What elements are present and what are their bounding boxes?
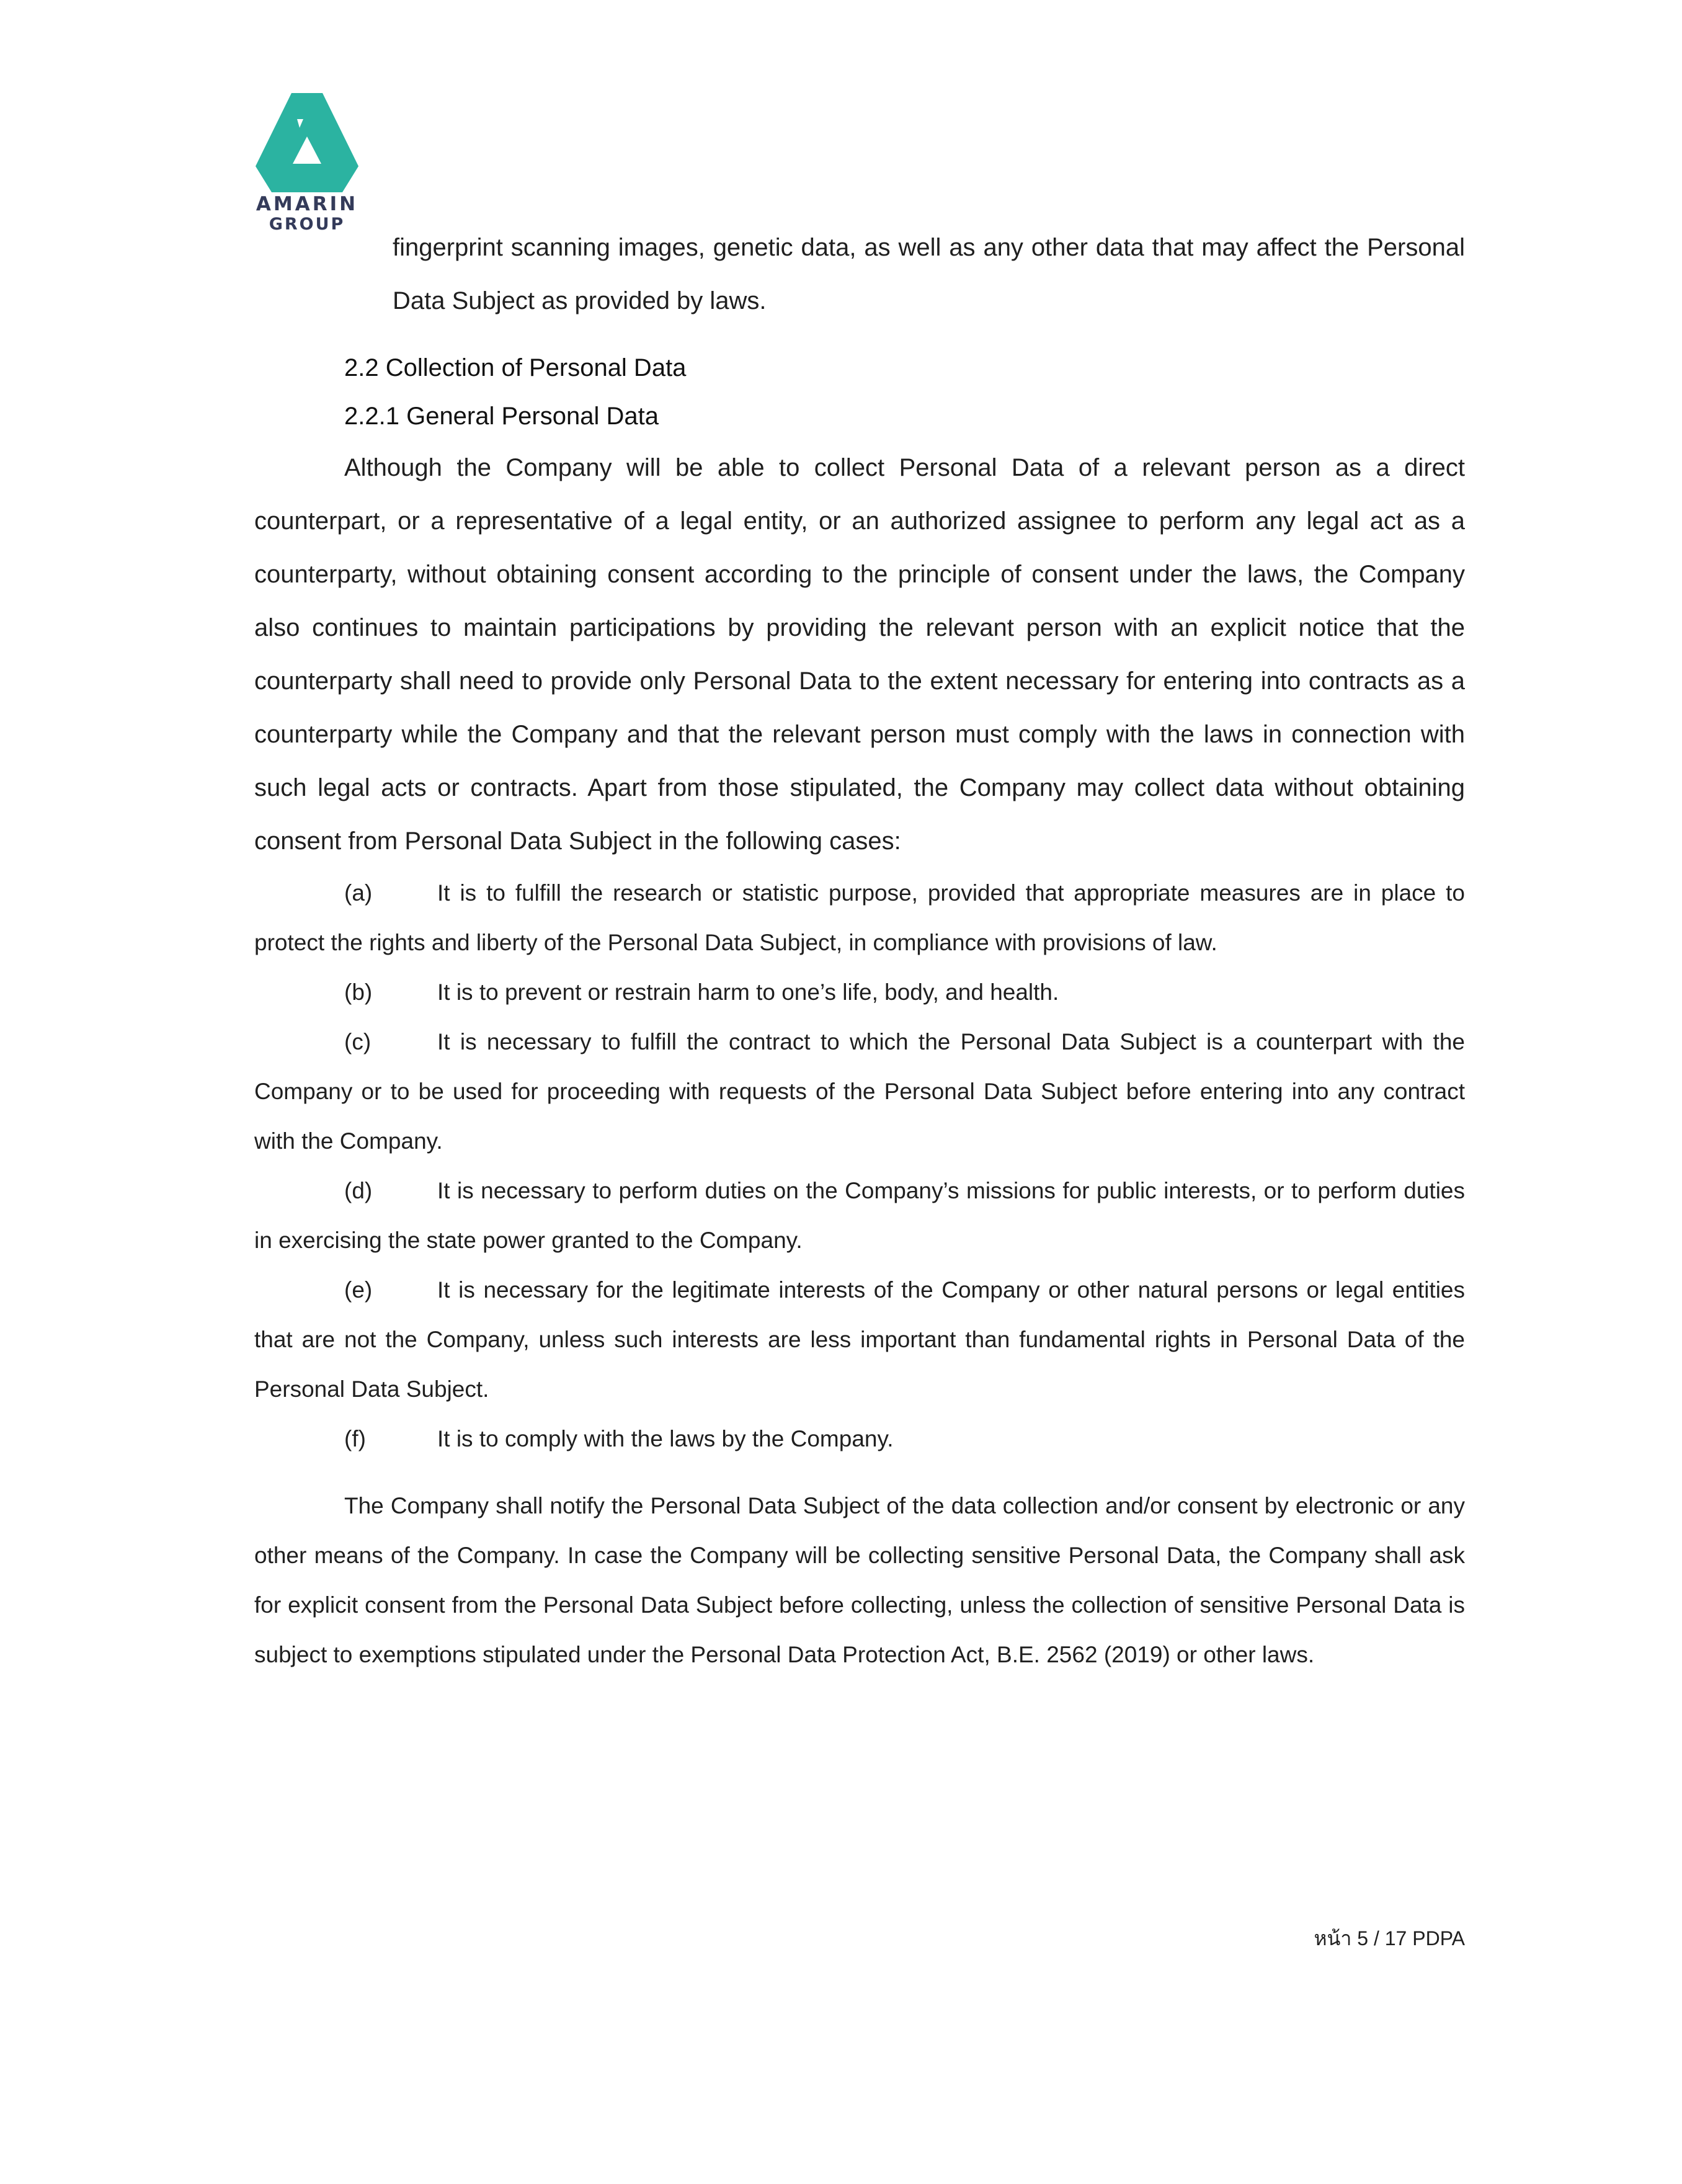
list-marker: (e) xyxy=(344,1277,373,1303)
list-marker: (d) xyxy=(344,1178,373,1203)
page-number: หน้า 5 / 17 PDPA xyxy=(1314,1927,1465,1950)
list-marker: (f) xyxy=(344,1426,366,1451)
list-item-f xyxy=(254,1414,1465,1464)
list-item-a xyxy=(254,868,1465,968)
list-item-text: It is necessary to fulfill the contract to which the Personal Data Subject is a counterpart with the Company or to be used for proceeding with requests of the Personal Data Subject before entering into any contract with the Company. xyxy=(254,1029,1465,1154)
logo-text-bottom: GROUP xyxy=(269,215,345,234)
amarin-triangle-icon xyxy=(254,92,360,197)
logo-text-top: AMARIN xyxy=(256,193,358,215)
list-item-e xyxy=(254,1265,1465,1414)
section-heading-2-2: 2.2 Collection of Personal Data xyxy=(344,354,687,381)
list-item-text: It is to prevent or restrain harm to one’s life, body, and health. xyxy=(437,979,1059,1005)
company-logo xyxy=(254,92,360,233)
list-item-text: It is necessary for the legitimate interests of the Company or other natural persons or legal entities that are not the Company, unless such interests are less important than fundamental rights in Personal Data of the Personal Data Subject. xyxy=(254,1277,1465,1402)
list-item-c xyxy=(254,1017,1465,1166)
closing-paragraph: The Company shall notify the Personal Data Subject of the data collection and/or consent by electronic or any other means of the Company. In case the Company will be collecting sensitive Personal Data, the Company shall ask for explicit consent from the Personal Data Subject before collecting, unless the collection of sensitive Personal Data is subject to exemptions stipulated under the Personal Data Protection Act, B.E. 2562 (2019) or other laws. xyxy=(254,1493,1465,1667)
list-marker: (c) xyxy=(344,1029,372,1054)
list-marker: (b) xyxy=(344,979,373,1005)
list-item-text: It is necessary to perform duties on the Company’s missions for public interests, or to perform duties in exercising the state power granted to the Company. xyxy=(254,1178,1465,1253)
subsection-heading-2-2-1: 2.2.1 General Personal Data xyxy=(344,403,659,430)
intro-paragraph: Although the Company will be able to collect Personal Data of a relevant person as a direct counterpart, or a representative of a legal entity, or an authorized assignee to perform any legal act as a counterparty, without obtaining consent according to the principle of consent under the laws, the Company also continues to maintain participations by providing the relevant person with an explicit notice that the counterparty shall need to provide only Personal Data to the extent necessary for entering into contracts as a counterparty while the Company and that the relevant person must comply with the laws in connection with such legal acts or contracts. Apart from those stipulated, the Company may collect data without obtaining consent from Personal Data Subject in the following cases: xyxy=(254,454,1465,855)
list-item-text: It is to comply with the laws by the Company. xyxy=(437,1426,894,1451)
list-marker: (a) xyxy=(344,880,373,906)
list-item-d xyxy=(254,1166,1465,1265)
list-item-text: It is to fulfill the research or statistic purpose, provided that appropriate measures are in place to protect the rights and liberty of the Personal Data Subject, in compliance with provisions of law. xyxy=(254,880,1465,955)
list-item-b xyxy=(254,968,1465,1017)
continuation-paragraph: fingerprint scanning images, genetic data, as well as any other data that may affect the Personal Data Subject as provided by laws. xyxy=(393,234,1465,314)
